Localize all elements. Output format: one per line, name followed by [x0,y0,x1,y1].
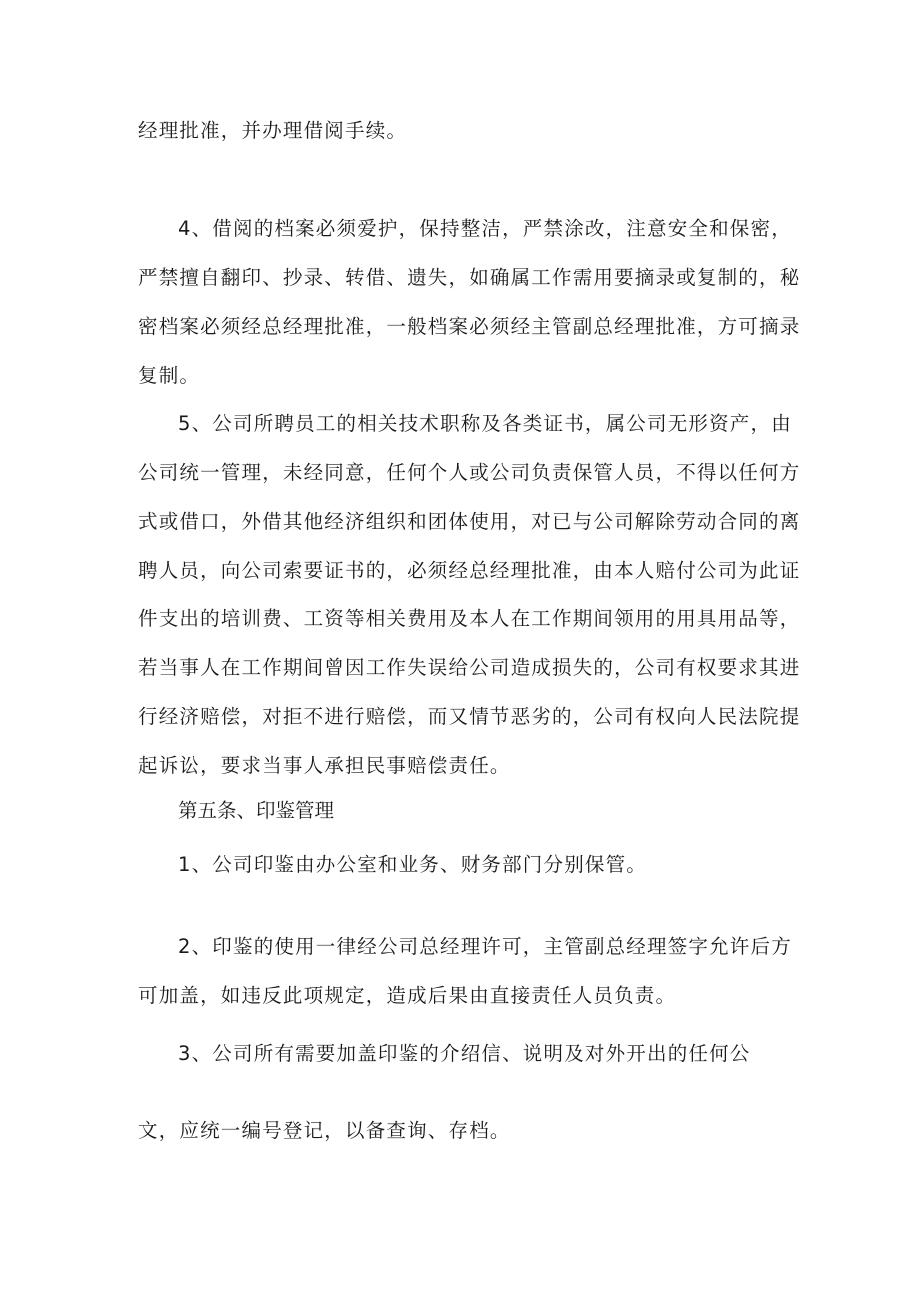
text-line: 文，应统一编号登记，以备查询、存档。 [138,1119,511,1142]
text-line: 行经济赔偿，对拒不进行赔偿，而又情节恶劣的，公司有权向人民法院提 [138,705,801,728]
section-heading: 第五条、印鉴管理 [178,799,335,822]
text-line: 1、公司印鉴由办公室和业务、财务部门分别保管。 [178,853,648,876]
text-line: 若当事人在工作期间曾因工作失误给公司造成损失的，公司有权要求其进 [138,656,801,679]
text-line: 3、公司所有需要加盖印鉴的介绍信、说明及对外开出的任何公 [178,1042,751,1065]
text-line: 密档案必须经总经理批准，一般档案必须经主管副总经理批准，方可摘录 [138,315,801,338]
text-line: 公司统一管理，未经同意，任何个人或公司负责保管人员，不得以任何方 [138,461,801,484]
text-line: 严禁擅自翻印、抄录、转借、遗失，如确属工作需用要摘录或复制的，秘 [138,266,801,289]
text-line: 起诉讼，要求当事人承担民事赔偿责任。 [138,754,511,777]
text-line: 件支出的培训费、工资等相关费用及本人在工作期间领用的用具用品等， [138,607,801,630]
text-line: 式或借口，外借其他经济组织和团体使用，对已与公司解除劳动合同的离 [138,510,801,533]
text-line: 可加盖，如违反此项规定，造成后果由直接责任人员负责。 [138,984,677,1007]
text-line: 经理批准，并办理借阅手续。 [138,119,408,142]
text-line: 5、公司所聘员工的相关技术职称及各类证书，属公司无形资产，由 [178,412,792,435]
text-line: 聘人员，向公司索要证书的，必须经总经理批准，由本人赔付公司为此证 [138,559,801,582]
text-line: 复制。 [138,364,201,387]
text-line: 2、印鉴的使用一律经公司总经理许可，主管副总经理签字允许后方 [178,935,792,958]
text-line: 4、借阅的档案必须爱护，保持整洁，严禁涂改，注意安全和保密， [178,217,792,240]
